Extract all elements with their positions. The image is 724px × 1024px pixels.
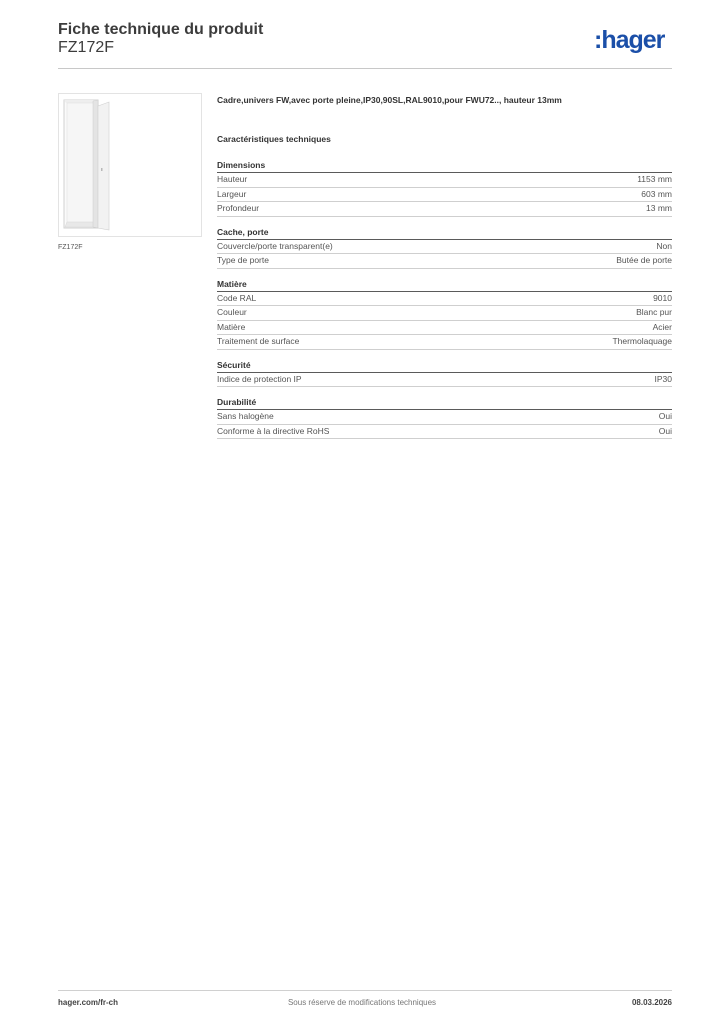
spec-value: 13 mm — [646, 203, 672, 213]
product-image — [58, 93, 202, 237]
group-title: Dimensions — [217, 160, 672, 173]
hager-logo[interactable] — [594, 25, 664, 55]
spec-value: Acier — [652, 321, 672, 332]
spec-row — [217, 254, 672, 269]
spec-value: 1153 mm — [637, 174, 672, 184]
spec-group-securite — [217, 360, 672, 388]
spec-value: 9010 — [653, 292, 672, 303]
spec-value: Butée de porte — [616, 255, 672, 265]
spec-label: Traitement de surface — [217, 336, 300, 346]
product-frame-illustration — [59, 94, 201, 236]
spec-label: Type de porte — [217, 255, 269, 265]
spec-label: Profondeur — [217, 203, 260, 213]
spec-label: Couleur — [217, 307, 247, 317]
group-title: Sécurité — [217, 360, 672, 373]
spec-value: Thermolaquage — [612, 336, 672, 346]
spec-label: Matière — [217, 321, 246, 332]
spec-label: Couvercle/porte transparent(e) — [217, 240, 333, 251]
product-description: Cadre,univers FW,avec porte pleine,IP30,90SL,RAL9010,pour FWU72.., hauteur 13mm — [217, 95, 562, 105]
image-caption: FZ172F — [58, 244, 83, 251]
footer-website-link[interactable]: hager.com/fr-ch — [58, 998, 119, 1007]
footer-date: 08.03.2026 — [631, 998, 672, 1007]
spec-row — [217, 202, 672, 217]
spec-label: Indice de protection IP — [217, 373, 302, 384]
group-title: Matière — [217, 279, 672, 292]
content — [217, 94, 672, 449]
group-title: Cache, porte — [217, 227, 672, 240]
spec-value: Non — [656, 240, 672, 251]
page-title: Fiche technique du produit — [58, 21, 264, 38]
spec-label: Conforme à la directive RoHS — [217, 425, 330, 436]
footer-divider — [58, 990, 672, 991]
spec-row — [217, 306, 672, 321]
spec-group-matiere — [217, 279, 672, 350]
logo-prefix: : — [594, 26, 601, 54]
footer-disclaimer: Sous réserve de modifications techniques — [287, 998, 437, 1007]
spec-group-dimensions — [217, 160, 672, 217]
spec-label: Hauteur — [217, 174, 248, 184]
spec-label: Code RAL — [217, 292, 257, 303]
spec-heading: Caractéristiques techniques — [217, 134, 331, 144]
spec-row — [217, 240, 672, 255]
spec-label: Largeur — [217, 188, 247, 199]
spec-group-durabilite — [217, 397, 672, 439]
spec-value: 603 mm — [641, 188, 672, 199]
spec-group-cache-porte — [217, 227, 672, 269]
spec-row — [217, 173, 672, 188]
spec-row — [217, 188, 672, 203]
group-title: Durabilité — [217, 397, 672, 410]
spec-row — [217, 425, 672, 440]
spec-value: IP30 — [654, 373, 672, 384]
spec-value: Oui — [658, 425, 672, 436]
logo-text: hager — [601, 26, 665, 54]
spec-row — [217, 292, 672, 307]
spec-value: Blanc pur — [636, 307, 672, 317]
spec-row — [217, 410, 672, 425]
product-code: FZ172F — [58, 39, 115, 56]
spec-label: Sans halogène — [217, 411, 274, 421]
header-divider — [58, 68, 672, 69]
spec-value: Oui — [658, 411, 672, 421]
spec-row — [217, 335, 672, 350]
spec-row — [217, 321, 672, 336]
spec-row — [217, 373, 672, 388]
